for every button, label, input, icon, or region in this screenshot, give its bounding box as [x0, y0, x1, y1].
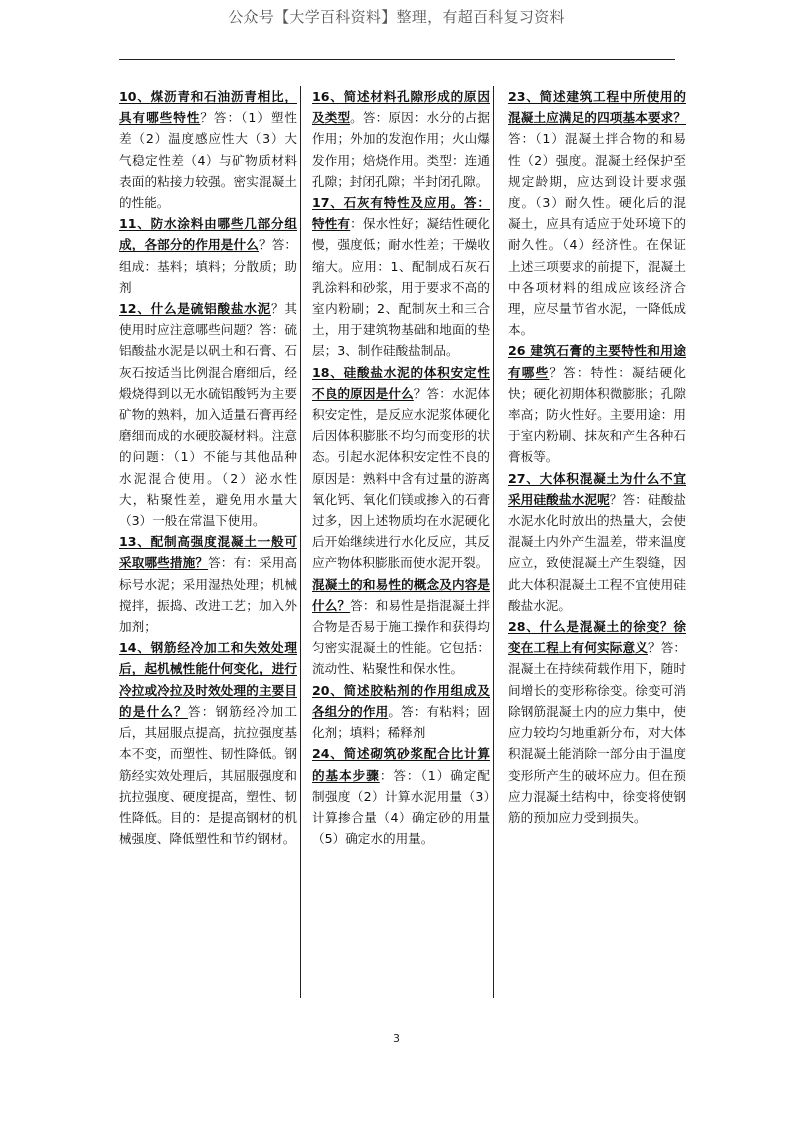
- column-1: [119, 86, 297, 849]
- question: 16、简述材料孔隙形成的原因及类型: [312, 89, 490, 126]
- qa-item: [312, 192, 490, 362]
- column-divider-1: [300, 86, 301, 998]
- page-number: 3: [393, 1032, 400, 1045]
- question: 18、硅酸盐水泥的体积安定性不良的原因是什么: [312, 364, 490, 401]
- qa-item: [508, 86, 686, 340]
- question: 11、防水涂料由哪些几部分组成，各部分的作用是什么: [119, 216, 297, 253]
- question: 13、配制高强度混凝土一般可采取哪些措施？: [119, 534, 297, 571]
- question: 27、大体积混凝土为什么不宜采用硅酸盐水泥呢: [508, 470, 686, 507]
- qa-item: [312, 362, 490, 574]
- answer: ：答：（1）确定配制强度（2）计算水泥用量（3）计算掺合量（4）确定砂的用量（5）确定水的用量。: [312, 767, 491, 847]
- answer: ？答：混凝土在持续荷载作用下，随时间增长的变形称徐变。徐变可消除钢筋混凝土内的应力集中，使应力较均匀地重新分布，对大体积混凝土能消除一部分由于温度变形所产生的破坏应力。但在预应力混凝土结构中，徐变将使钢筋的预加应力受到损失。: [508, 640, 687, 825]
- question: 28、什么是混凝土的徐变？徐变在工程上有何实际意义: [508, 619, 686, 656]
- answer: 。答：原因：水分的占据作用；外加的发泡作用；火山爆发作用；焙烧作用。类型：连通孔隙；封闭孔隙；半封闭孔隙。: [312, 110, 491, 189]
- question: 23、简述建筑工程中所使用的混凝土应满足的四项基本要求？: [508, 89, 686, 126]
- answer: ？答：组成：基料；填料；分散质；助剂: [119, 237, 298, 295]
- header-rule: [119, 59, 675, 60]
- question: 26 建筑石膏的主要特性和用途有哪些: [508, 343, 686, 380]
- question: 24、简述砌筑砂浆配合比计算的基本步骤: [312, 746, 490, 783]
- answer: 答：钢筋经冷加工后，其屈服点提高，抗拉强度基本不变，而塑性、韧性降低。钢筋经实效处理后，其屈服强度和抗拉强度、硬度提高，塑性、韧性降低。目的：是提高钢材的机械强度、降低塑性和节约钢材。: [119, 703, 298, 847]
- answer: ？其使用时应注意哪些问题？答：硫铝酸盐水泥是以矾土和石膏、石灰石按适当比例混合磨细后，经煅烧得到以无水硫铝酸钙为主要矿物的熟料，加入适量石膏再经磨细而成的水硬胶凝材料。注意的问题：（1）不能与其他品种水泥混合使用。（2）泌水性大，粘聚性差，避免用水量大（3）一般在常温下使用。: [119, 301, 297, 529]
- answer: ？答：（1）塑性差（2）温度感应性大（3）大气稳定性差（4）与矿物质材料表面的粘接力较强。密实混凝土的性能。: [119, 110, 298, 211]
- qa-item: [119, 213, 297, 298]
- question: 20、简述胶粘剂的作用组成及各组分的作用: [312, 682, 490, 719]
- qa-item: [312, 743, 490, 849]
- answer: 答：（1）混凝土拌合物的和易性（2）强度。混凝土经保护至规定龄期，应达到设计要求强度。（3）耐久性。硬化后的混凝土，应具有适应于处环境下的耐久性。（4）经济性。在保证上述三项要求的前提下，混凝土中各项材料的组成应该经济合理，应尽量节省水泥，一降低成本。: [508, 131, 686, 338]
- qa-item: [119, 637, 297, 849]
- qa-item: [312, 680, 490, 744]
- question: 17、石灰有特性及应用。答：特性有: [312, 195, 490, 232]
- answer: ：保水性好；凝结性硬化慢，强度低；耐水性差；干燥收缩大。应用：1、配制成石灰石乳涂料和砂浆，用于要求不高的室内粉刷；2、配制灰土和三合土，用于建筑物基础和地面的垫层；3、制作硅酸盐制品。: [312, 216, 491, 359]
- column-3: [508, 86, 686, 828]
- qa-item: [508, 616, 686, 828]
- qa-item: [508, 468, 686, 616]
- qa-item: [508, 340, 686, 467]
- question: 12、什么是硫铝酸盐水泥: [119, 301, 272, 317]
- qa-item: [119, 531, 297, 637]
- answer: ？答：硅酸盐水泥水化时放出的热量大，会使混凝土内外产生温差，带来温度应立，致使混凝土产生裂缝，因此大体积混凝土工程不宜使用硅酸盐水泥。: [508, 491, 687, 613]
- answer: 答：有：采用高标号水泥；采用湿热处理；机械搅拌，振捣、改进工艺；加入外加剂；: [119, 555, 298, 635]
- qa-item: [312, 86, 490, 192]
- answer: 答：和易性是指混凝土拌合物是否易于施工操作和获得均匀密实混凝土的性能。它包括：流动性、粘聚性和保水性。: [312, 597, 491, 677]
- answer: ？答：水泥体积安定性，是反应水泥浆体硬化后因体积膨胀不均匀而变形的状态。引起水泥体积安定性不良的原因是：熟料中含有过量的游离氧化钙、氧化们镁或掺入的石膏过多，因上述物质均在水泥硬化后开始继续进行水化反应，其反应产物体积膨胀而使水泥开裂。: [312, 385, 491, 571]
- answer: 。答：有粘料；固化剂；填料；稀释剂: [312, 703, 491, 741]
- question: 14、钢筋经冷加工和失效处理后，起机械性能什何变化，进行冷拉或冷拉及时效处理的主要目的是什么？: [119, 640, 297, 719]
- qa-item: [119, 298, 297, 531]
- qa-item: [312, 574, 490, 680]
- page-header: 公众号【大学百科资料】整理，有超百科复习资料: [228, 8, 565, 26]
- question: 混凝土的和易性的概念及内容是什么？: [312, 576, 490, 613]
- answer: ？答：特性：凝结硬化快；硬化初期体积微膨胀；孔隙率高；防火性好。主要用途：用于室内粉刷、抹灰和产生各种石膏板等。: [508, 364, 687, 465]
- question: 10、煤沥青和石油沥青相比，具有哪些特性: [119, 89, 297, 126]
- column-2: [312, 86, 490, 849]
- column-divider-2: [493, 86, 494, 998]
- qa-item: [119, 86, 297, 213]
